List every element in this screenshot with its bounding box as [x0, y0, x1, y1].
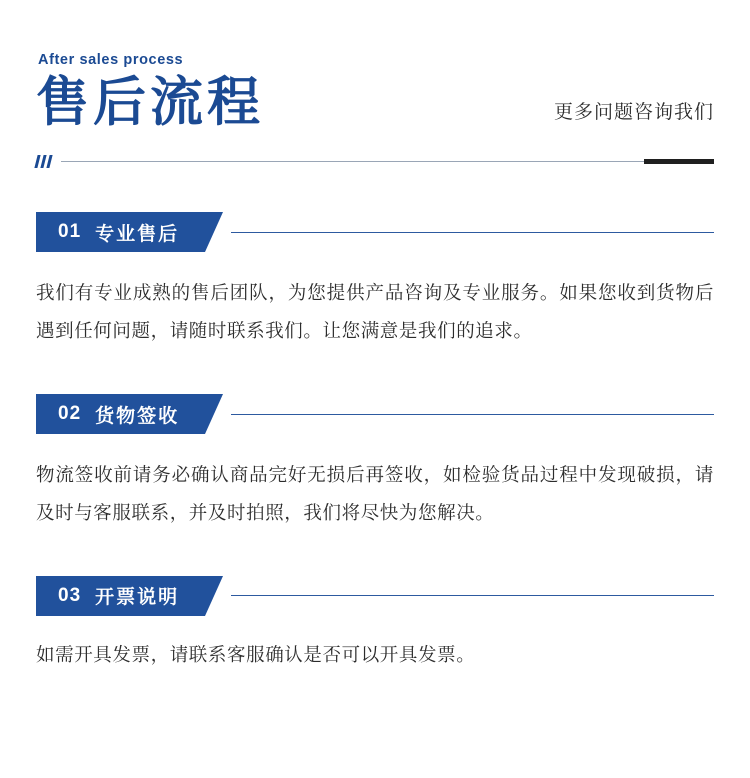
- section-01-body: 我们有专业成熟的售后团队，为您提供产品咨询及专业服务。如果您收到货物后遇到任何问题，请随时联系我们。让您满意是我们的追求。: [36, 282, 714, 342]
- section-03: [36, 576, 714, 674]
- section-03-rule: [231, 595, 714, 596]
- header-eyebrow: After sales process: [38, 52, 184, 68]
- divider-line: [61, 161, 644, 162]
- section-02-tag: [36, 394, 205, 434]
- tick-marks-icon: [36, 155, 51, 168]
- section-02-header: [36, 394, 714, 434]
- section-01-header: [36, 212, 714, 252]
- section-02: [36, 394, 714, 532]
- divider-accent-bar: [644, 159, 714, 164]
- header-note: 更多问题咨询我们: [553, 102, 714, 124]
- section-01-tag: [36, 212, 205, 252]
- page-title: 售后流程: [36, 73, 264, 132]
- section-02-number: 02: [58, 403, 82, 425]
- title-row: [36, 74, 714, 132]
- section-02-label: 货物签收: [95, 405, 180, 427]
- section-02-body: 物流签收前请务必确认商品完好无损后再签收，如检验货品过程中发现破损，请及时与客服联系，并及时拍照，我们将尽快为您解决。: [36, 464, 714, 524]
- header-divider: [36, 154, 714, 168]
- section-03-tag: [36, 576, 205, 616]
- tick-mark: [46, 155, 52, 168]
- section-03-header: [36, 576, 714, 616]
- section-01: [36, 212, 714, 350]
- section-03-label: 开票说明: [95, 587, 180, 609]
- page-header: [36, 0, 714, 168]
- section-03-body: 如需开具发票，请联系客服确认是否可以开具发票。: [36, 643, 476, 665]
- section-01-rule: [231, 232, 714, 233]
- section-02-rule: [231, 414, 714, 415]
- section-01-number: 01: [58, 221, 82, 243]
- section-03-number: 03: [58, 584, 82, 606]
- section-01-label: 专业售后: [95, 223, 180, 245]
